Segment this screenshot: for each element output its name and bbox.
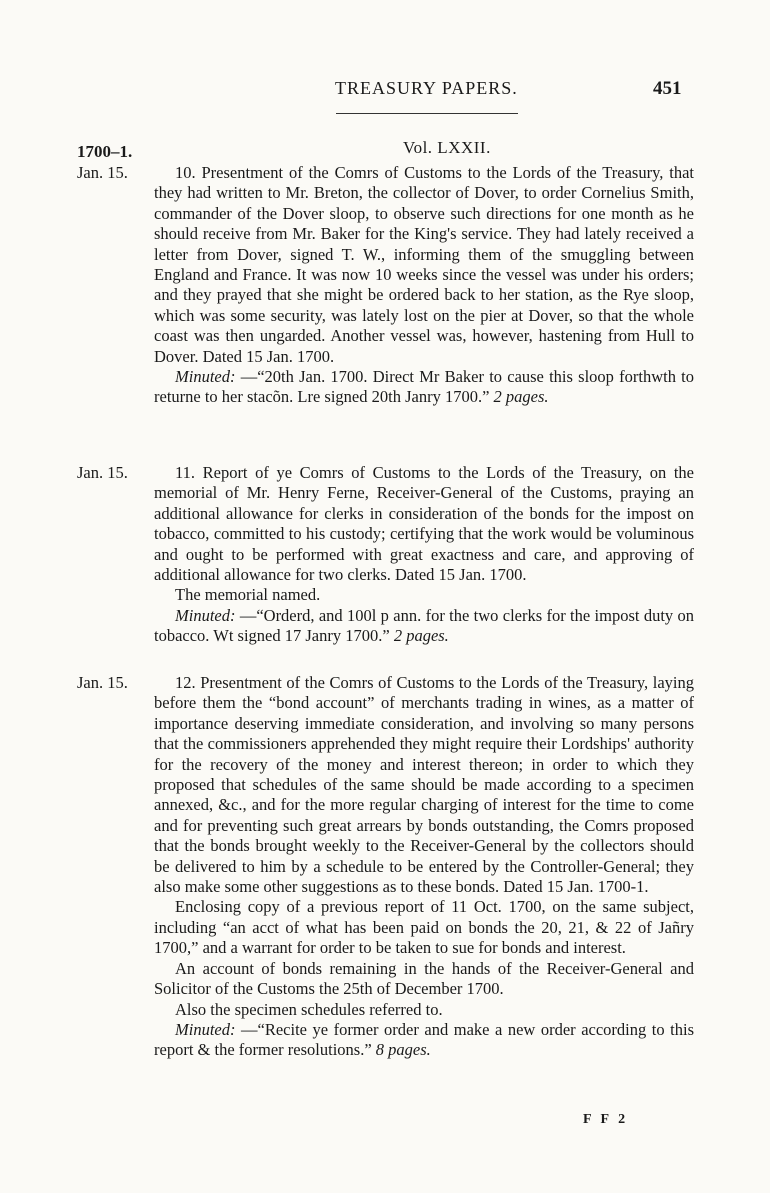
minute-text: —“Recite ye former order and make a new order according to this report & the former resolutions.” [154,1019,694,1060]
entry-body [154,463,694,647]
signature-mark: F F 2 [583,1112,629,1127]
entry-paragraph: Also the specimen schedules referred to. [175,999,443,1019]
minute-text: —“20th Jan. 1700. Direct Mr Baker to cause this sloop forthwth to returne to her stacõn. Lre signed 20th Janry 1700.” [154,367,695,407]
entry-paragraph: An account of bonds remaining in the hands of the Receiver-General and Solicitor of the Customs the 25th of December 1700. [154,958,694,999]
page-count: 2 pages. [393,626,449,646]
page-number: 451 [653,78,682,99]
minute-label: Minuted: [175,367,236,387]
entry-body [154,163,694,408]
entry-paragraph: 10. Presentment of the Comrs of Customs to the Lords of the Treasury, that they had written to Mr. Breton, the collector of Dover, to order Cornelius Smith, commander of the Dover sloop, to observe such directions for one month as he should receive from Mr. Baker for the King's service. They had lately received a letter from Dover, signed T. W., informing them of the smuggling between England and France. It was now 10 weeks since the vessel was under his orders; and they prayed that she might be ordered back to her station, as the Rye sloop, which was some security, was lately lost on the pier at Dover, so that the whole coast was then ungarded. Another vessel was, however, hastening from Hull to Dover. Dated 15 Jan. 1700. [154,163,694,366]
entry-paragraph: Enclosing copy of a previous report of 11 Oct. 1700, on the same subject, including “an acct of what has been paid on bonds the 20, 21, & 22 of Jañry 1700,” and a warrant for order to be taken to sue for bonds and interest. [154,897,694,958]
entry-minute [154,367,694,408]
minute-label: Minuted: [175,1019,236,1039]
entry-body [154,673,694,1061]
entry-paragraph: The memorial named. [175,585,321,605]
header-rule [336,113,518,114]
entry-minute [154,606,694,647]
entry-paragraph: 12. Presentment of the Comrs of Customs to the Lords of the Treasury, laying before them the “bond account” of merchants trading in wines, as a matter of importance deserving immediate consideration, and involving so many persons that the commissioners apprehended they might require their Lordships' authority for the recovery of the money and interest thereon; in order to which they proposed that schedules of the same should be made according to a specimen annexed, &c., and for the more regular charging of interest for the time to come and for preventing such great arrears by bonds outstanding, the Comrs proposed that the bonds brought weekly to the Receiver-General by the collectors should be delivered to him by a schedule to be entered by the Controller-General; they also make some other suggestions as to these bonds. Dated 15 Jan. 1700-1. [154,673,694,897]
minute-text: —“Orderd, and 100l p ann. for the two clerks for the impost duty on tobacco. Wt signed 17 Janry 1700.” [154,605,695,646]
entry-minute [154,1020,694,1061]
entry-date: Jan. 15. [77,673,128,692]
entry-date: Jan. 15. [77,463,128,482]
minute-label: Minuted: [175,605,236,625]
entry-paragraph: 11. Report of ye Comrs of Customs to the Lords of the Treasury, on the memorial of Mr. Henry Ferne, Receiver-General of the Customs, praying an additional allowance for clerks in consideration of the bonds for the impost on tobacco, committed to his custody; certifying that the work would be voluminous and ought to be performed with great exactness and care, and approving of additional allowance for two clerks. Dated 15 Jan. 1700. [154,463,694,585]
page-count: 8 pages. [375,1040,431,1060]
year-heading: 1700–1. [77,142,133,161]
entry-date: Jan. 15. [77,163,128,182]
page-count: 2 pages. [493,387,549,407]
running-head: TREASURY PAPERS. [335,78,518,98]
volume-heading: Vol. LXXII. [403,138,491,157]
